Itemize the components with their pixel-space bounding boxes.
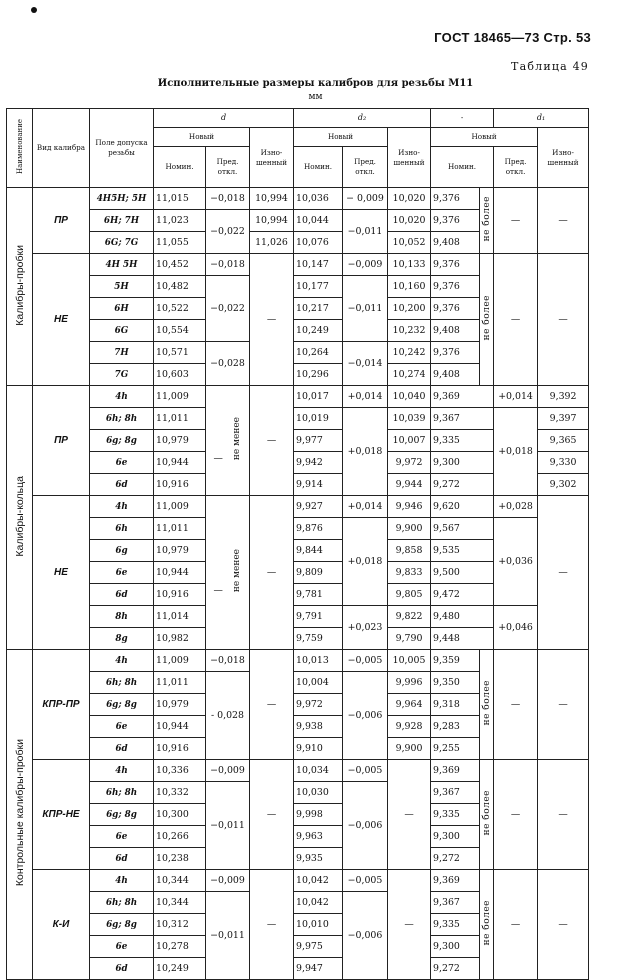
gauge-kind: НЕ <box>33 496 90 650</box>
d2-nominal: 10,004 <box>294 672 343 694</box>
group-label: Контрольные калибры-пробки <box>7 650 33 980</box>
d2-worn: 10,039 <box>388 408 431 430</box>
d2-nominal: 9,972 <box>294 694 343 716</box>
d-deviation: −0,018 <box>206 188 250 210</box>
d2-worn: 9,822 <box>388 606 431 628</box>
tolerance-field: 4H 5H <box>90 254 154 276</box>
d2-worn: 10,007 <box>388 430 431 452</box>
d2-nominal: 9,791 <box>294 606 343 628</box>
d2-deviation: −0,009 <box>343 254 388 276</box>
d-nominal: 11,014 <box>154 606 206 628</box>
d-deviation: — не менее <box>206 496 250 650</box>
d1-nominal: 9,359 <box>431 650 480 672</box>
d-deviation: −0,022 <box>206 276 250 342</box>
gauge-dimensions-table <box>6 108 589 980</box>
table-row <box>7 408 589 430</box>
d-nominal: 10,979 <box>154 540 206 562</box>
d2-worn: 9,944 <box>388 474 431 496</box>
table-row <box>7 760 589 782</box>
tolerance-field: 6d <box>90 848 154 870</box>
d2-nominal: 10,030 <box>294 782 343 804</box>
d2-nominal: 10,010 <box>294 914 343 936</box>
d2-nominal: 10,044 <box>294 210 343 232</box>
d1-nominal: 9,376 <box>431 298 480 320</box>
d-worn: 10,994 <box>250 188 294 210</box>
header-d1-new: Новый <box>431 128 538 147</box>
d1-worn: 9,302 <box>538 474 589 496</box>
d1-worn: — <box>538 650 589 760</box>
d1-nominal: 9,255 <box>431 738 480 760</box>
d-nominal: 10,522 <box>154 298 206 320</box>
d2-nominal: 9,910 <box>294 738 343 760</box>
d1-deviation: — <box>494 650 538 760</box>
d2-worn: 10,200 <box>388 298 431 320</box>
d-nominal: 10,979 <box>154 694 206 716</box>
tolerance-field: 7G <box>90 364 154 386</box>
d-worn: — <box>250 496 294 650</box>
d-worn: 11,026 <box>250 232 294 254</box>
d2-worn: 10,232 <box>388 320 431 342</box>
d-nominal: 10,944 <box>154 562 206 584</box>
d1-deviation: +0,046 <box>494 606 538 650</box>
d2-nominal: 9,759 <box>294 628 343 650</box>
group-label: Калибры-пробки <box>7 188 33 386</box>
d1-nominal: 9,408 <box>431 364 480 386</box>
tolerance-field: 6g; 8g <box>90 694 154 716</box>
tolerance-field: 6g; 8g <box>90 804 154 826</box>
header-d1: d₁ <box>494 109 589 128</box>
group-label: Калибры-кольца <box>7 386 33 650</box>
d1-nominal: 9,448 <box>431 628 494 650</box>
d-worn: — <box>250 650 294 760</box>
d1-nominal: 9,272 <box>431 848 480 870</box>
d2-nominal: 9,935 <box>294 848 343 870</box>
note-ne-bolee: не более <box>480 254 494 386</box>
d2-deviation: −0,006 <box>343 672 388 760</box>
d-nominal: 11,011 <box>154 408 206 430</box>
tolerance-field: 4h <box>90 870 154 892</box>
d-nominal: 10,238 <box>154 848 206 870</box>
note-ne-bolee: не более <box>480 760 494 870</box>
d1-deviation: +0,014 <box>494 386 538 408</box>
d-nominal: 10,344 <box>154 892 206 914</box>
gauge-kind: ПР <box>33 188 90 254</box>
header-d: d <box>154 109 294 128</box>
tolerance-field: 6g <box>90 540 154 562</box>
header-dash: - <box>431 109 494 128</box>
page-header: ГОСТ 18465—73 Стр. 53 <box>434 30 591 45</box>
gauge-kind: КПР-НЕ <box>33 760 90 870</box>
d2-worn: 9,805 <box>388 584 431 606</box>
tolerance-field: 6d <box>90 474 154 496</box>
d-nominal: 10,603 <box>154 364 206 386</box>
d1-worn: — <box>538 254 589 386</box>
tolerance-field: 6h; 8h <box>90 672 154 694</box>
d-nominal: 10,982 <box>154 628 206 650</box>
d2-deviation: − 0,009 <box>343 188 388 210</box>
d1-nominal: 9,300 <box>431 452 494 474</box>
d1-worn: — <box>538 760 589 870</box>
d2-deviation: −0,005 <box>343 760 388 782</box>
note-ne-menee: не менее <box>231 549 242 593</box>
d2-deviation: +0,023 <box>343 606 388 650</box>
header-vid: Вид калибра <box>33 109 90 188</box>
d2-worn: 10,020 <box>388 188 431 210</box>
d-deviation: −0,011 <box>206 782 250 870</box>
tolerance-field: 6g; 8g <box>90 914 154 936</box>
gauge-kind: К-И <box>33 870 90 980</box>
d2-nominal: 9,975 <box>294 936 343 958</box>
d2-worn: 10,040 <box>388 386 431 408</box>
tolerance-field: 8g <box>90 628 154 650</box>
d2-nominal: 10,264 <box>294 342 343 364</box>
header-naim: Наименование <box>7 109 33 188</box>
d2-nominal: 10,013 <box>294 650 343 672</box>
note-ne-menee: не менее <box>231 417 242 461</box>
d1-nominal: 9,408 <box>431 320 480 342</box>
header-d2-worn: Изно-шенный <box>388 128 431 188</box>
tolerance-field: 6d <box>90 584 154 606</box>
d2-worn: 10,160 <box>388 276 431 298</box>
d-nominal: 11,009 <box>154 496 206 518</box>
d1-nominal: 9,408 <box>431 232 480 254</box>
d1-nominal: 9,300 <box>431 826 480 848</box>
d2-deviation: +0,018 <box>343 518 388 606</box>
header-d1-worn: Изно-шенный <box>538 128 589 188</box>
gauge-kind: КПР-ПР <box>33 650 90 760</box>
table-row <box>7 650 589 672</box>
tolerance-field: 6h; 8h <box>90 408 154 430</box>
tolerance-field: 6e <box>90 826 154 848</box>
d2-worn: 9,833 <box>388 562 431 584</box>
tolerance-field: 6g; 8g <box>90 430 154 452</box>
d2-nominal: 10,296 <box>294 364 343 386</box>
header-pole: Поле допуска резьбы <box>90 109 154 188</box>
d1-worn: 9,365 <box>538 430 589 452</box>
d2-deviation: +0,018 <box>343 408 388 496</box>
d1-nominal: 9,376 <box>431 254 480 276</box>
d1-worn: 9,397 <box>538 408 589 430</box>
d-nominal: 10,916 <box>154 738 206 760</box>
d1-worn: — <box>538 496 589 650</box>
d-deviation: −0,018 <box>206 254 250 276</box>
table-row <box>7 188 589 210</box>
d2-nominal: 9,781 <box>294 584 343 606</box>
d1-deviation: — <box>494 870 538 980</box>
d2-nominal: 10,177 <box>294 276 343 298</box>
d2-nominal: 10,036 <box>294 188 343 210</box>
d-nominal: 10,554 <box>154 320 206 342</box>
d-nominal: 11,011 <box>154 672 206 694</box>
gauge-kind: НЕ <box>33 254 90 386</box>
header-d-new: Новый <box>154 128 250 147</box>
table-row <box>7 496 589 518</box>
tolerance-field: 7H <box>90 342 154 364</box>
d2-worn: 9,972 <box>388 452 431 474</box>
d-nominal: 10,944 <box>154 716 206 738</box>
d1-nominal: 9,500 <box>431 562 494 584</box>
d-nominal: 10,336 <box>154 760 206 782</box>
table-title: Исполнительные размеры калибров для резьбы М11 <box>157 78 474 89</box>
tolerance-field: 8h <box>90 606 154 628</box>
d-nominal: 10,944 <box>154 452 206 474</box>
note-ne-bolee: не более <box>480 188 494 254</box>
tolerance-field: 4h <box>90 386 154 408</box>
d-deviation: −0,009 <box>206 760 250 782</box>
d2-worn: 9,858 <box>388 540 431 562</box>
d-nominal: 11,009 <box>154 650 206 672</box>
page-dot <box>31 7 37 13</box>
header-d2: d₂ <box>294 109 431 128</box>
d1-nominal: 9,300 <box>431 936 480 958</box>
note-ne-bolee: не более <box>480 650 494 760</box>
d-nominal: 11,015 <box>154 188 206 210</box>
d2-deviation: +0,014 <box>343 496 388 518</box>
d-nominal: 11,023 <box>154 210 206 232</box>
d2-worn: 10,005 <box>388 650 431 672</box>
tolerance-field: 6e <box>90 452 154 474</box>
tolerance-field: 4h <box>90 496 154 518</box>
d2-worn: — <box>388 760 431 870</box>
d1-deviation: +0,028 <box>494 496 538 518</box>
note-ne-bolee: не более <box>480 870 494 980</box>
d-worn: — <box>250 254 294 386</box>
d-worn: — <box>250 870 294 980</box>
table-row <box>7 518 589 540</box>
d2-nominal: 10,249 <box>294 320 343 342</box>
d2-nominal: 9,876 <box>294 518 343 540</box>
header-d2-dev: Пред. откл. <box>343 147 388 188</box>
d2-deviation: −0,011 <box>343 276 388 342</box>
d1-nominal: 9,369 <box>431 386 494 408</box>
d1-deviation: +0,036 <box>494 518 538 606</box>
tolerance-field: 6h; 8h <box>90 892 154 914</box>
d-deviation: −0,009 <box>206 870 250 892</box>
d-worn: — <box>250 386 294 496</box>
d-nominal: 10,266 <box>154 826 206 848</box>
d2-worn: 9,928 <box>388 716 431 738</box>
d1-worn: 9,330 <box>538 452 589 474</box>
d1-nominal: 9,318 <box>431 694 480 716</box>
d2-worn: 9,790 <box>388 628 431 650</box>
header-d1-dev: Пред. откл. <box>494 147 538 188</box>
d1-nominal: 9,367 <box>431 408 494 430</box>
d1-deviation: — <box>494 760 538 870</box>
d2-nominal: 9,927 <box>294 496 343 518</box>
d2-worn: 10,133 <box>388 254 431 276</box>
d2-nominal: 9,963 <box>294 826 343 848</box>
table-row <box>7 870 589 892</box>
gauge-kind: ПР <box>33 386 90 496</box>
d-deviation: −0,022 <box>206 210 250 254</box>
d1-nominal: 9,369 <box>431 870 480 892</box>
tolerance-field: 6G; 7G <box>90 232 154 254</box>
d2-nominal: 9,914 <box>294 474 343 496</box>
d2-deviation: −0,006 <box>343 782 388 870</box>
d2-nominal: 10,042 <box>294 870 343 892</box>
tolerance-field: 6H; 7H <box>90 210 154 232</box>
d1-nominal: 9,567 <box>431 518 494 540</box>
d-nominal: 10,344 <box>154 870 206 892</box>
d-nominal: 11,011 <box>154 518 206 540</box>
d2-deviation: −0,011 <box>343 210 388 254</box>
tolerance-field: 6h; 8h <box>90 782 154 804</box>
d-nominal: 10,916 <box>154 584 206 606</box>
d1-nominal: 9,376 <box>431 276 480 298</box>
d2-nominal: 9,998 <box>294 804 343 826</box>
d-nominal: 10,249 <box>154 958 206 980</box>
tolerance-field: 4h <box>90 650 154 672</box>
d2-nominal: 9,947 <box>294 958 343 980</box>
d1-nominal: 9,535 <box>431 540 494 562</box>
d1-deviation: — <box>494 188 538 254</box>
d-nominal: 11,009 <box>154 386 206 408</box>
d2-worn: 10,242 <box>388 342 431 364</box>
tolerance-field: 5H <box>90 276 154 298</box>
d-nominal: 10,571 <box>154 342 206 364</box>
tolerance-field: 6d <box>90 738 154 760</box>
d2-worn: 9,900 <box>388 518 431 540</box>
d2-nominal: 10,076 <box>294 232 343 254</box>
d-deviation: −0,011 <box>206 892 250 980</box>
tolerance-field: 6e <box>90 716 154 738</box>
d2-nominal: 9,809 <box>294 562 343 584</box>
d2-worn: — <box>388 870 431 980</box>
d2-nominal: 9,977 <box>294 430 343 452</box>
d-nominal: 10,482 <box>154 276 206 298</box>
d1-nominal: 9,283 <box>431 716 480 738</box>
header-d2-nom: Номин. <box>294 147 343 188</box>
d1-nominal: 9,335 <box>431 914 480 936</box>
d1-deviation: — <box>494 254 538 386</box>
tolerance-field: 6e <box>90 562 154 584</box>
d1-nominal: 9,376 <box>431 188 480 210</box>
d2-worn: 10,052 <box>388 232 431 254</box>
d-nominal: 10,278 <box>154 936 206 958</box>
d2-worn: 9,900 <box>388 738 431 760</box>
d1-worn: — <box>538 870 589 980</box>
d1-nominal: 9,376 <box>431 210 480 232</box>
d-nominal: 10,916 <box>154 474 206 496</box>
table-label: Таблица 49 <box>511 60 589 73</box>
d2-nominal: 9,942 <box>294 452 343 474</box>
tolerance-field: 6e <box>90 936 154 958</box>
d1-nominal: 9,480 <box>431 606 494 628</box>
d1-deviation: +0,018 <box>494 408 538 496</box>
d-nominal: 10,300 <box>154 804 206 826</box>
d2-deviation: −0,005 <box>343 870 388 892</box>
d2-worn: 9,964 <box>388 694 431 716</box>
d1-worn: 9,392 <box>538 386 589 408</box>
d1-nominal: 9,367 <box>431 782 480 804</box>
d1-nominal: 9,472 <box>431 584 494 606</box>
d-nominal: 10,452 <box>154 254 206 276</box>
d2-nominal: 9,844 <box>294 540 343 562</box>
d1-nominal: 9,350 <box>431 672 480 694</box>
tolerance-field: 6G <box>90 320 154 342</box>
d2-worn: 10,274 <box>388 364 431 386</box>
d2-nominal: 10,034 <box>294 760 343 782</box>
d-nominal: 10,979 <box>154 430 206 452</box>
tolerance-field: 4h <box>90 760 154 782</box>
d2-nominal: 10,217 <box>294 298 343 320</box>
d2-worn: 9,946 <box>388 496 431 518</box>
d1-nominal: 9,620 <box>431 496 494 518</box>
header-d1-nom: Номин. <box>431 147 494 188</box>
d1-nominal: 9,272 <box>431 958 480 980</box>
d-nominal: 11,055 <box>154 232 206 254</box>
d1-nominal: 9,367 <box>431 892 480 914</box>
d1-nominal: 9,272 <box>431 474 494 496</box>
d2-nominal: 10,019 <box>294 408 343 430</box>
d1-nominal: 9,335 <box>431 430 494 452</box>
table-row <box>7 254 589 276</box>
d2-deviation: −0,006 <box>343 892 388 980</box>
tolerance-field: 6H <box>90 298 154 320</box>
d2-deviation: −0,014 <box>343 342 388 386</box>
d1-nominal: 9,376 <box>431 342 480 364</box>
header-d-worn: Изно-шенный <box>250 128 294 188</box>
d2-nominal: 9,938 <box>294 716 343 738</box>
header-d-nom: Номин. <box>154 147 206 188</box>
header-d-dev: Пред. откл. <box>206 147 250 188</box>
d2-nominal: 10,147 <box>294 254 343 276</box>
header-d2-new: Новый <box>294 128 388 147</box>
d-worn: 10,994 <box>250 210 294 232</box>
d-deviation: - 0,028 <box>206 672 250 760</box>
d1-nominal: 9,369 <box>431 760 480 782</box>
d2-worn: 9,996 <box>388 672 431 694</box>
table-unit: мм <box>308 92 323 102</box>
tolerance-field: 4H5H; 5H <box>90 188 154 210</box>
d2-deviation: +0,014 <box>343 386 388 408</box>
d-nominal: 10,312 <box>154 914 206 936</box>
tolerance-field: 6d <box>90 958 154 980</box>
d-deviation: −0,018 <box>206 650 250 672</box>
d-deviation: — не менее <box>206 386 250 496</box>
d2-nominal: 10,042 <box>294 892 343 914</box>
d-worn: — <box>250 760 294 870</box>
table-row <box>7 606 589 628</box>
d2-nominal: 10,017 <box>294 386 343 408</box>
d1-nominal: 9,335 <box>431 804 480 826</box>
d2-deviation: −0,005 <box>343 650 388 672</box>
d2-worn: 10,020 <box>388 210 431 232</box>
d-deviation: −0,028 <box>206 342 250 386</box>
d-nominal: 10,332 <box>154 782 206 804</box>
d1-worn: — <box>538 188 589 254</box>
tolerance-field: 6h <box>90 518 154 540</box>
table-row <box>7 386 589 408</box>
